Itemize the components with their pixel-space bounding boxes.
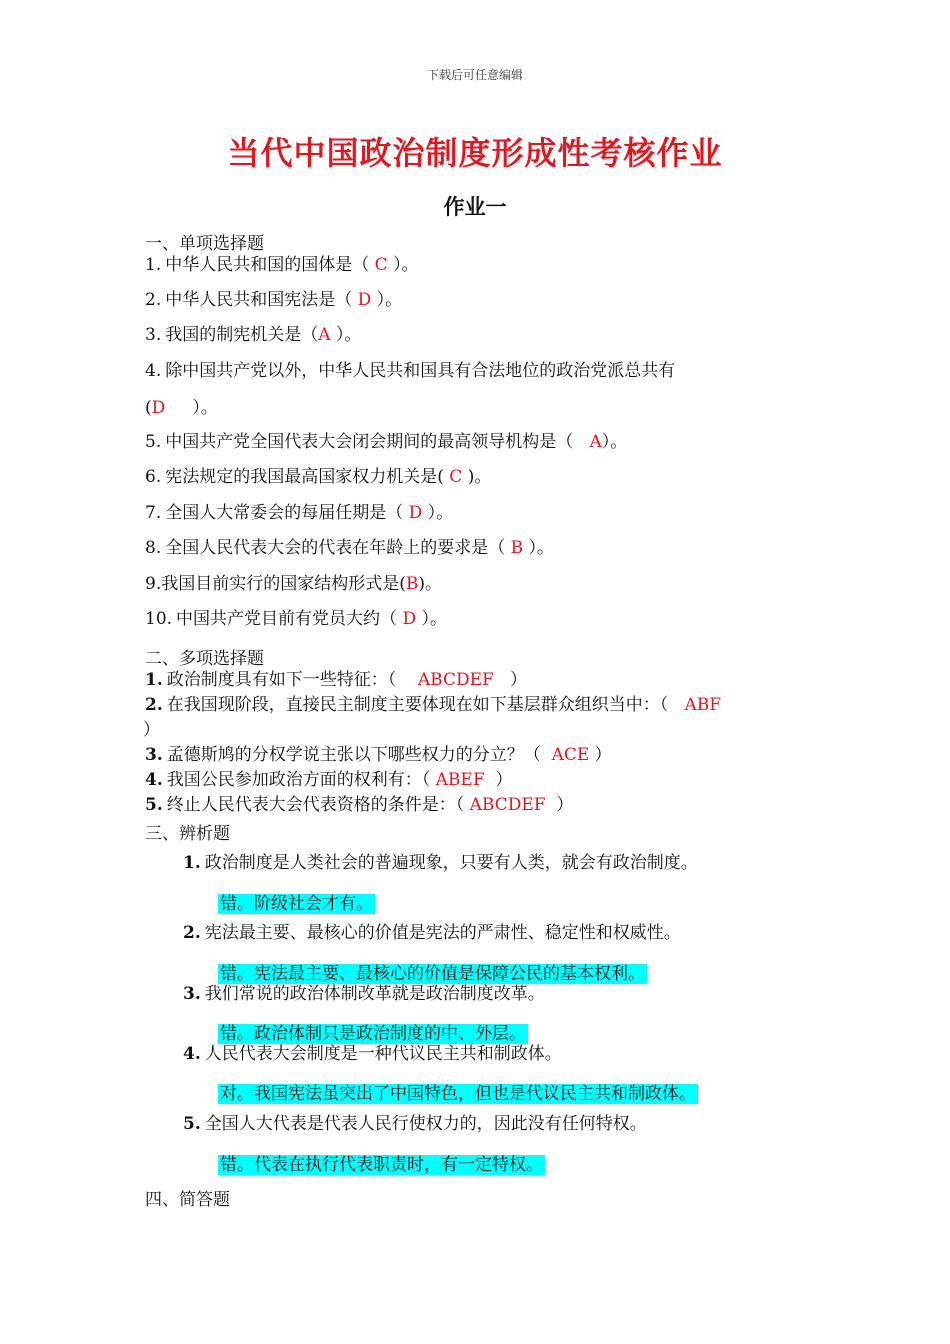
header-note: 下载后可任意编辑 bbox=[426, 68, 523, 82]
analysis-question: 5. 全国人大代表是代表人民行使权力的，因此没有任何特权。 bbox=[183, 1114, 647, 1134]
analysis-answer: 错。代表在执行代表职责时，有一定特权。 bbox=[220, 1155, 543, 1175]
question-item: 2. 中华人民共和国宪法是（ D ）。 bbox=[145, 290, 403, 310]
analysis-answer: 对。我国宪法虽突出了中国特色，但也是代议民主共和制政体。 bbox=[220, 1084, 696, 1104]
section1-heading: 一、单项选择题 bbox=[145, 234, 264, 254]
answer-text: ACE bbox=[551, 745, 590, 765]
answer-text: A bbox=[318, 325, 336, 345]
document-subtitle: 作业一 bbox=[443, 195, 507, 219]
question-item: (D ）。 bbox=[145, 398, 218, 418]
answer-text: C bbox=[369, 255, 394, 275]
analysis-question: 3. 我们常说的政治体制改革就是政治制度改革。 bbox=[183, 984, 545, 1004]
question-item: 1. 政治制度具有如下一些特征：（ ABCDEF ） bbox=[145, 670, 528, 690]
question-item: 7. 全国人大常委会的每届任期是（ D ）。 bbox=[145, 503, 454, 523]
question-item: 8. 全国人民代表大会的代表在年龄上的要求是（ B ）。 bbox=[145, 538, 555, 558]
answer-text: B bbox=[505, 538, 529, 558]
question-item: 5. 中国共产党全国代表大会闭会期间的最高领导机构是（ A）。 bbox=[145, 432, 628, 452]
analysis-question: 4. 人民代表大会制度是一种代议民主共和制政体。 bbox=[183, 1044, 562, 1064]
answer-text: D bbox=[397, 609, 422, 629]
section2-heading: 二、多项选择题 bbox=[145, 649, 264, 669]
document-title: 当代中国政治制度形成性考核作业 bbox=[227, 134, 723, 172]
question-item: 5. 终止人民代表大会代表资格的条件是：（ ABCDEF ） bbox=[145, 795, 574, 815]
question-item: 6. 宪法规定的我国最高国家权力机关是( C )。 bbox=[145, 467, 492, 487]
question-item: 10. 中国共产党目前有党员大约（ D ）。 bbox=[145, 609, 447, 629]
question-item: 1. 中华人民共和国的国体是（ C ）。 bbox=[145, 255, 419, 275]
answer-text: ABCDEF bbox=[417, 670, 494, 690]
analysis-answer: 错。宪法最主要、最核心的价值是保障公民的基本权利。 bbox=[220, 964, 645, 984]
section3-heading: 三、辨析题 bbox=[145, 824, 230, 844]
answer-text: ABEF bbox=[435, 770, 485, 790]
section4-heading: 四、简答题 bbox=[145, 1190, 230, 1210]
answer-text: C bbox=[443, 467, 468, 487]
answer-text: ABF bbox=[684, 695, 722, 715]
analysis-question: 2. 宪法最主要、最核心的价值是宪法的严肃性、稳定性和权威性。 bbox=[183, 923, 681, 943]
answer-text: D bbox=[151, 398, 166, 418]
question-item: 9.我国目前实行的国家结构形式是(B)。 bbox=[145, 574, 443, 594]
answer-text: A bbox=[589, 432, 602, 452]
analysis-answer: 错。阶级社会才有。 bbox=[220, 894, 373, 914]
question-item: 4. 我国公民参加政治方面的权利有：（ ABEF ） bbox=[145, 770, 513, 790]
answer-text: D bbox=[403, 503, 428, 523]
question-item: 3. 孟德斯鸠的分权学说主张以下哪些权力的分立？（ ACE ） bbox=[145, 745, 612, 765]
question-item: 3. 我国的制宪机关是（A ）。 bbox=[145, 325, 362, 345]
question-item: 2. 在我国现阶段，直接民主制度主要体现在如下基层群众组织当中：（ ABF bbox=[145, 695, 722, 715]
answer-text: ABCDEF bbox=[469, 795, 546, 815]
analysis-answer: 错。政治体制只是政治制度的中、外层。 bbox=[220, 1024, 526, 1044]
question-item: 4. 除中国共产党以外，中华人民共和国具有合法地位的政治党派总共有 bbox=[145, 361, 676, 381]
answer-text: D bbox=[352, 290, 377, 310]
analysis-question: 1. 政治制度是人类社会的普遍现象，只要有人类，就会有政治制度。 bbox=[183, 853, 698, 873]
answer-text: B bbox=[405, 574, 419, 594]
question-item-continuation: ） bbox=[143, 720, 160, 740]
